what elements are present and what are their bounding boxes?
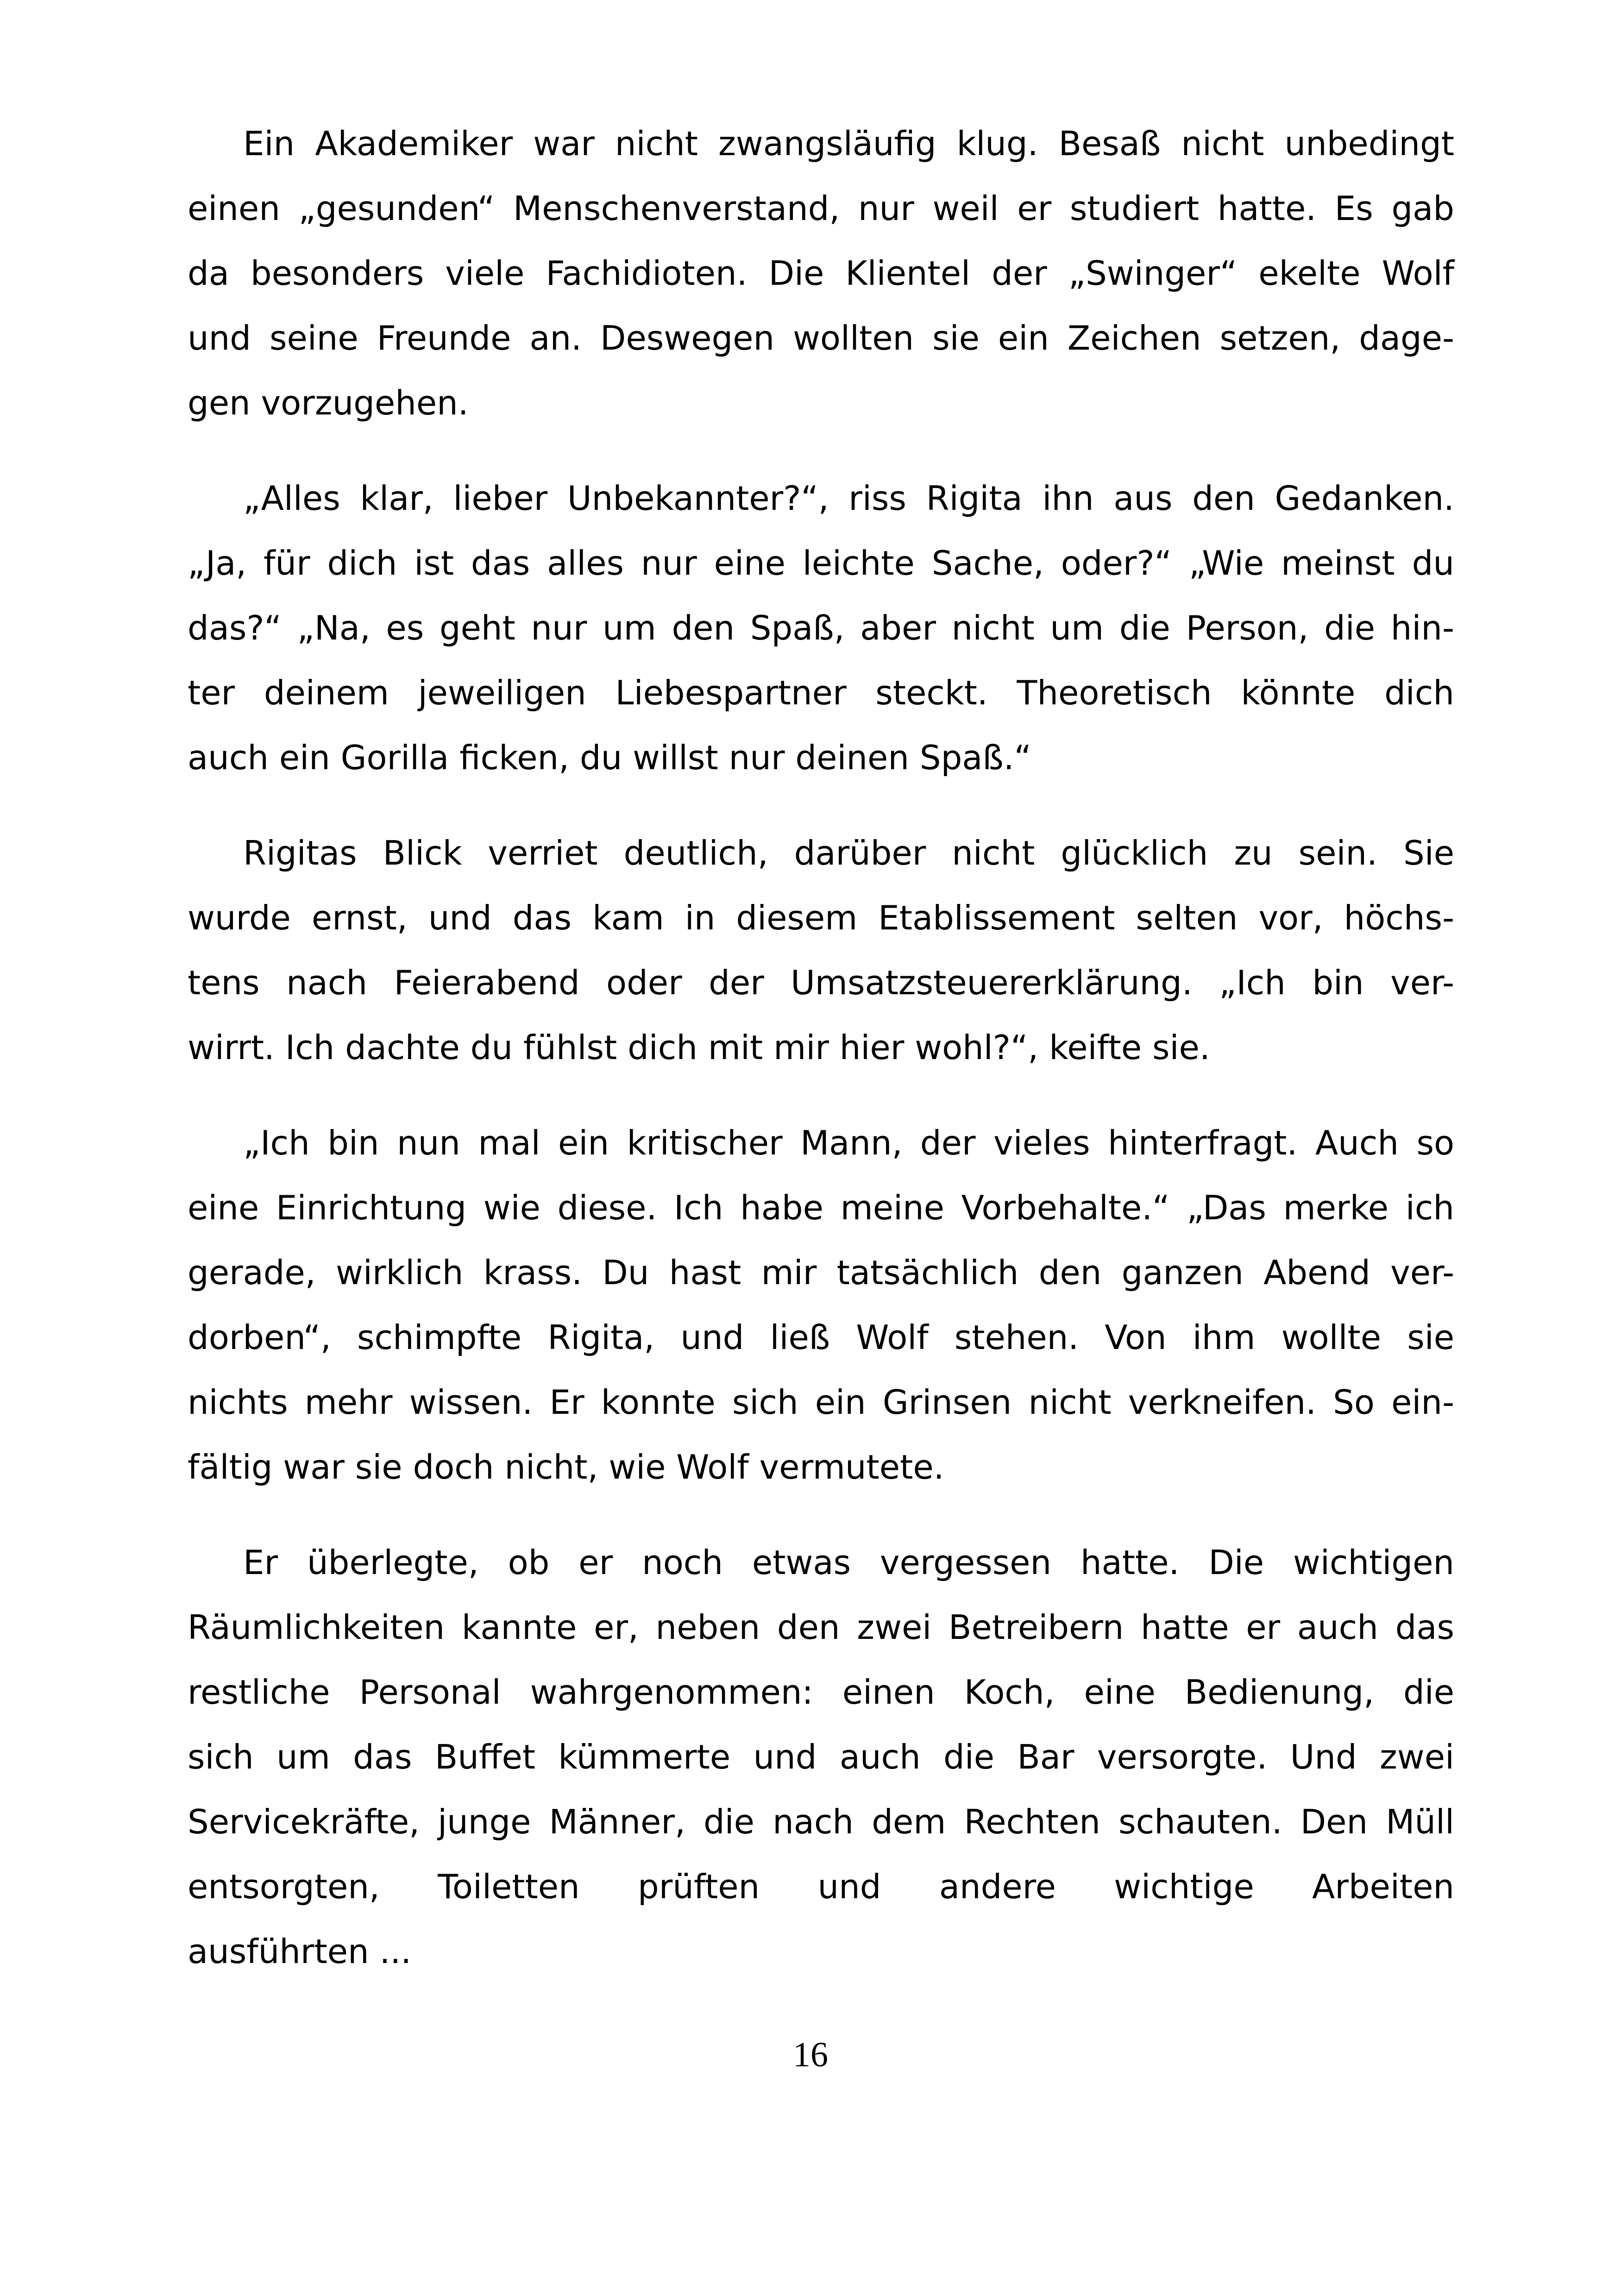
page-number: 16: [793, 2035, 828, 2074]
text-line: das?“ „Na, es geht nur um den Spaß, aber nicht um die Person, die hin-: [188, 609, 1454, 647]
text-line: auch ein Gorilla ficken, du willst nur deinen Spaß.“: [188, 738, 1031, 777]
text-line: „Ja, für dich ist das alles nur eine leichte Sache, oder?“ „Wie meinst du: [188, 544, 1454, 583]
text-line: ter deinem jeweiligen Liebespartner steckt. Theoretisch könnte dich: [188, 673, 1454, 712]
text-line: sich um das Buffet kümmerte und auch die Bar versorgte. Und zwei: [188, 1738, 1454, 1776]
text-line: ausführten ...: [188, 1932, 412, 1971]
text-line: Ein Akademiker war nicht zwangsläufig klug. Besaß nicht unbedingt: [243, 124, 1454, 163]
paragraph: [188, 821, 1454, 1080]
text-line: einen „gesunden“ Menschenverstand, nur weil er studiert hatte. Es gab: [188, 189, 1454, 228]
text-line: eine Einrichtung wie diese. Ich habe meine Vorbehalte.“ „Das merke ich: [188, 1188, 1454, 1227]
text-line: Er überlegte, ob er noch etwas vergessen hatte. Die wichtigen: [243, 1543, 1454, 1582]
body-text: [188, 111, 1454, 1984]
text-line: entsorgten, Toiletten prüften und andere wichtige Arbeiten: [188, 1867, 1454, 1906]
text-line: restliche Personal wahrgenommen: einen Koch, eine Bedienung, die: [188, 1673, 1454, 1712]
text-line: Servicekräfte, junge Männer, die nach dem Rechten schauten. Den Müll: [188, 1802, 1454, 1841]
text-line: Rigitas Blick verriet deutlich, darüber nicht glücklich zu sein. Sie: [243, 834, 1454, 872]
text-line: tens nach Feierabend oder der Umsatzsteuererklärung. „Ich bin ver-: [188, 963, 1454, 1002]
paragraph: [188, 466, 1454, 790]
text-line: nichts mehr wissen. Er konnte sich ein Grinsen nicht verkneifen. So ein-: [188, 1383, 1454, 1422]
text-line: fältig war sie doch nicht, wie Wolf vermutete.: [188, 1448, 944, 1487]
text-line: Räumlichkeiten kannte er, neben den zwei Betreibern hatte er auch das: [188, 1608, 1454, 1647]
text-line: gen vorzugehen.: [188, 383, 469, 422]
text-line: „Alles klar, lieber Unbekannter?“, riss Rigita ihn aus den Gedanken.: [243, 479, 1454, 518]
text-line: „Ich bin nun mal ein kritischer Mann, der vieles hinterfragt. Auch so: [243, 1123, 1454, 1162]
text-line: dorben“, schimpfte Rigita, und ließ Wolf stehen. Von ihm wollte sie: [188, 1318, 1454, 1357]
text-line: wirrt. Ich dachte du fühlst dich mit mir hier wohl?“, keifte sie.: [188, 1028, 1210, 1067]
paragraph: [188, 1530, 1454, 1984]
paragraph: [188, 1110, 1454, 1499]
text-line: und seine Freunde an. Deswegen wollten sie ein Zeichen setzen, dage-: [188, 319, 1454, 358]
text-line: da besonders viele Fachidioten. Die Klientel der „Swinger“ ekelte Wolf: [188, 254, 1454, 293]
paragraph: [188, 111, 1454, 435]
text-line: gerade, wirklich krass. Du hast mir tatsächlich den ganzen Abend ver-: [188, 1253, 1454, 1292]
text-line: wurde ernst, und das kam in diesem Etablissement selten vor, höchs-: [188, 898, 1454, 937]
